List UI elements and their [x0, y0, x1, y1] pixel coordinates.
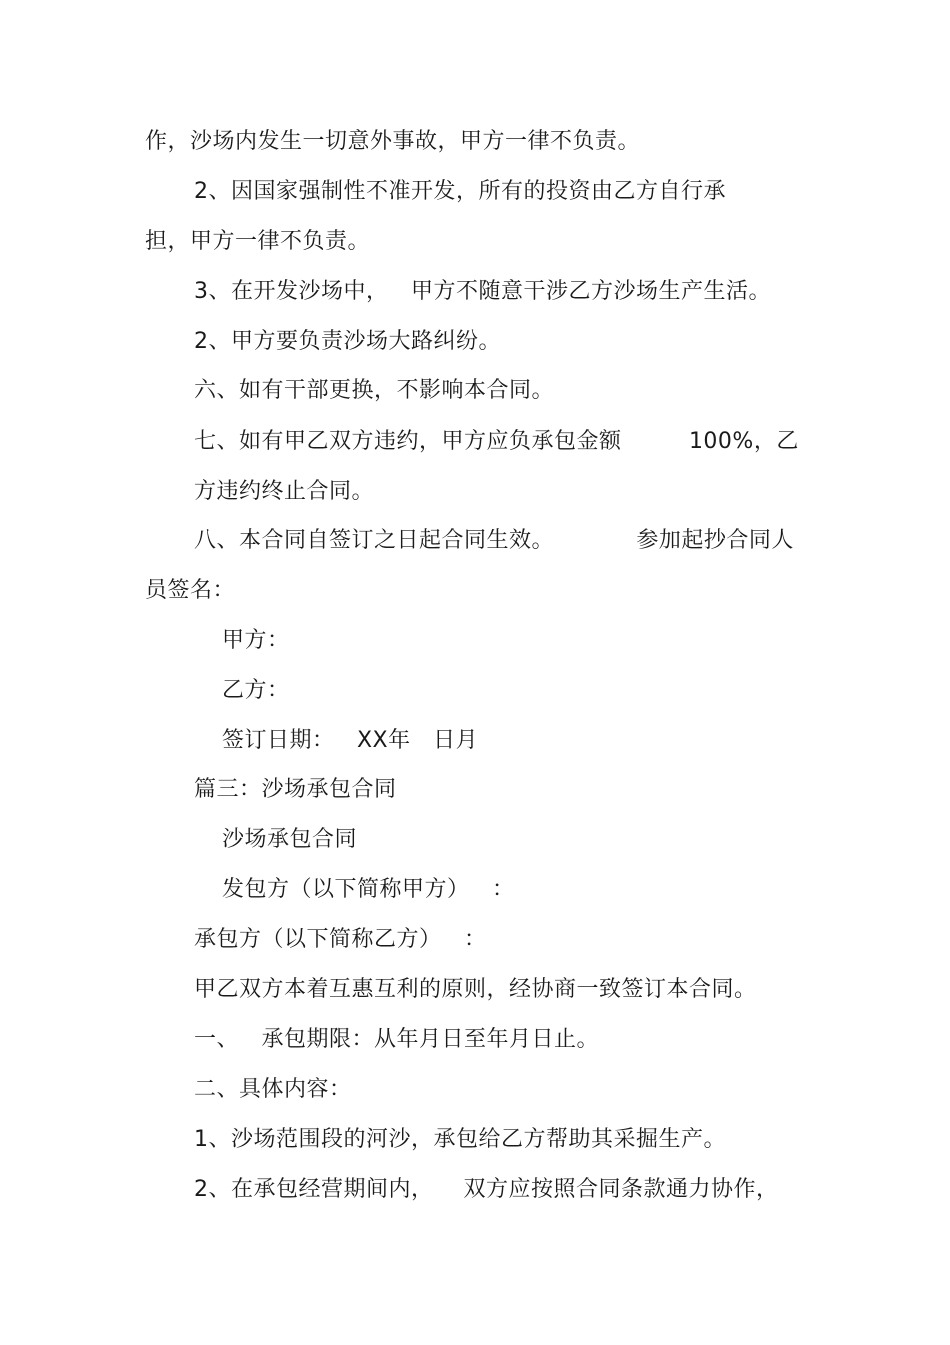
text-line: 发包方（以下简称甲方） ： — [222, 877, 515, 902]
text-line: 3、在开发沙场中， 甲方不随意干涉乙方沙场生产生活。 — [194, 279, 771, 304]
text-line: 方违约终止合同。 — [194, 479, 375, 504]
contract-title: 沙场承包合同 — [222, 827, 358, 852]
signature-party-b: 乙方： — [222, 678, 290, 703]
text-line: 作，沙场内发生一切意外事故，甲方一律不负责。 — [145, 129, 641, 154]
text-line: 七、如有甲乙双方违约，甲方应负承包金额 100%，乙 — [194, 429, 799, 454]
text-line: 一、 承包期限：从年月日至年月日止。 — [194, 1027, 599, 1052]
text-line: 员签名： — [145, 578, 236, 603]
text-line: 2、甲方要负责沙场大路纠纷。 — [194, 329, 501, 354]
text-line: 1、沙场范围段的河沙，承包给乙方帮助其采掘生产。 — [194, 1127, 726, 1152]
text-line: 承包方（以下简称乙方） ： — [194, 927, 487, 952]
signature-party-a: 甲方： — [222, 628, 290, 653]
text-line: 担，甲方一律不负责。 — [145, 229, 371, 254]
text-line: 2、因国家强制性不准开发，所有的投资由乙方自行承 — [194, 179, 726, 204]
section-heading: 篇三：沙场承包合同 — [194, 777, 397, 802]
text-line: 二、具体内容： — [194, 1077, 352, 1102]
text-line: 2、在承包经营期间内， 双方应按照合同条款通力协作， — [194, 1177, 779, 1202]
text-line: 六、如有干部更换，不影响本合同。 — [194, 378, 555, 403]
text-line: 甲乙双方本着互惠互利的原则，经协商一致签订本合同。 — [194, 977, 757, 1002]
signing-date: 签订日期： XX年 日月 — [222, 728, 479, 753]
text-line: 八、本合同自签订之日起合同生效。 参加起抄合同人 — [194, 528, 794, 553]
